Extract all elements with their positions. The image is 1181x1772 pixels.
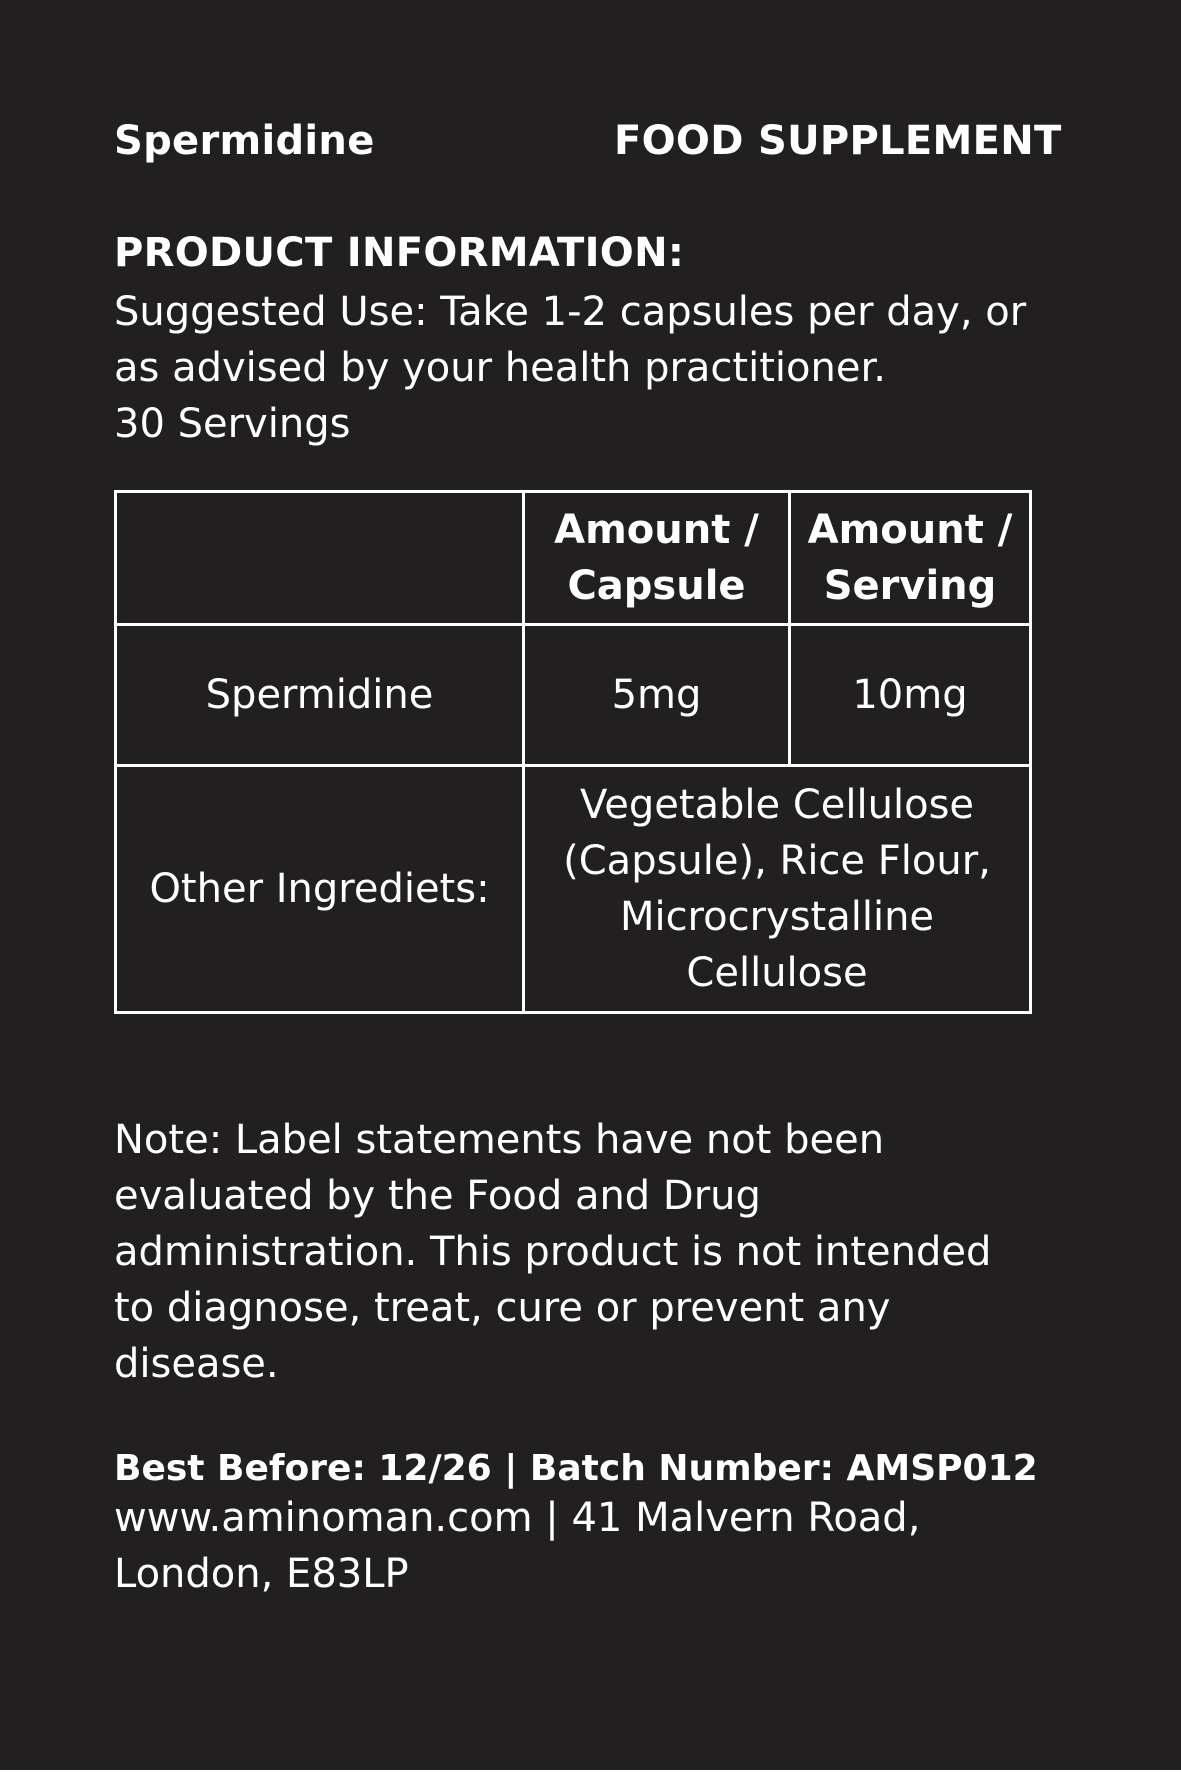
product-info-title: PRODUCT INFORMATION: <box>114 230 685 276</box>
table-row <box>116 766 1031 1013</box>
other-ingredients-label: Other Ingrediets: <box>116 766 524 1013</box>
ingredient-name-cell: Spermidine <box>116 625 524 766</box>
table-row <box>116 625 1031 766</box>
other-ingredients-value: Vegetable Cellulose (Capsule), Rice Flour, Microcrystalline Cellulose <box>524 766 1031 1013</box>
amount-per-serving-header: Amount / Serving <box>790 492 1031 625</box>
suggested-use-line: Suggested Use: Take 1-2 capsules per day, or <box>114 289 1027 335</box>
servings-count: 30 Servings <box>114 401 351 447</box>
table-header-row <box>116 492 1031 625</box>
batch-info: Best Before: 12/26 | Batch Number: AMSP012 <box>114 1448 1038 1489</box>
amount-per-capsule-cell: 5mg <box>524 625 790 766</box>
company-address: www.aminoman.com | 41 Malvern Road, London, E83LP <box>114 1495 921 1597</box>
product-info-body <box>114 284 1034 452</box>
product-name: Spermidine <box>114 118 375 164</box>
amount-per-capsule-header: Amount / Capsule <box>524 492 790 625</box>
amount-per-serving-cell: 10mg <box>790 625 1031 766</box>
empty-header-cell <box>116 492 524 625</box>
supplement-facts-table <box>114 490 1032 1014</box>
disclaimer-note: Note: Label statements have not been evaluated by the Food and Drug administration. This product is not intended to diagnose, treat, cure or prevent any disease. <box>114 1117 992 1387</box>
suggested-use-line: as advised by your health practitioner. <box>114 345 886 391</box>
product-category: FOOD SUPPLEMENT <box>614 118 1062 164</box>
